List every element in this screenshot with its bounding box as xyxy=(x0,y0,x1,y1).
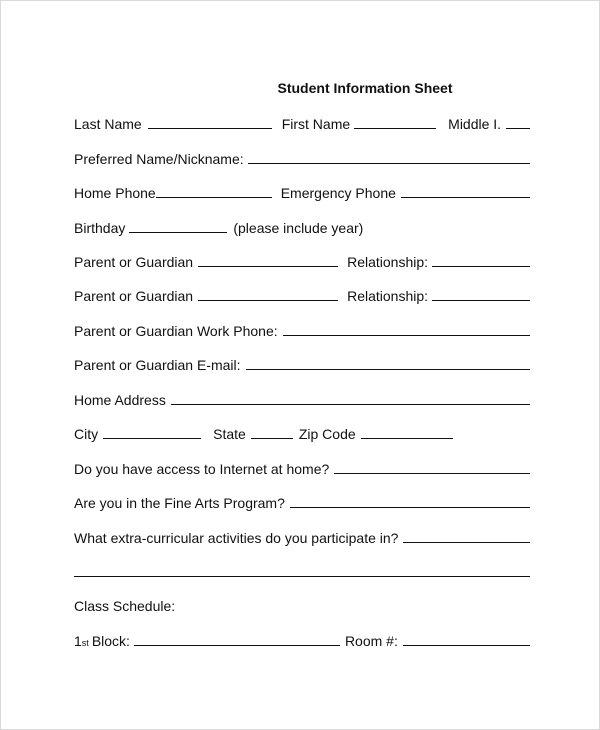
emergency-phone-label: Emergency Phone xyxy=(280,185,396,201)
first-name-field[interactable] xyxy=(354,115,436,129)
first-name-label: First Name xyxy=(281,116,351,132)
zip-field[interactable] xyxy=(361,425,453,439)
birthday-row xyxy=(74,219,530,237)
home-phone-label: Home Phone xyxy=(74,185,156,201)
last-name-label: Last Name xyxy=(74,116,142,132)
city-label: City xyxy=(74,426,99,442)
guardian-work-phone-row xyxy=(74,322,530,340)
zip-label: Zip Code xyxy=(298,426,356,442)
phone-row xyxy=(74,184,530,202)
preferred-name-row xyxy=(74,150,530,168)
city-field[interactable] xyxy=(103,425,201,439)
block-label: Block: xyxy=(91,633,130,649)
activities-continuation-field[interactable] xyxy=(74,563,530,577)
middle-initial-field[interactable] xyxy=(506,115,530,129)
fine-arts-question: Are you in the Fine Arts Program? xyxy=(74,495,285,511)
activities-row xyxy=(74,529,530,547)
home-address-field[interactable] xyxy=(171,391,530,405)
guardian-work-phone-field[interactable] xyxy=(283,322,530,336)
fine-arts-field[interactable] xyxy=(290,494,530,508)
relationship-1-field[interactable] xyxy=(432,253,530,267)
guardian-email-label: Parent or Guardian E-mail: xyxy=(74,357,241,373)
internet-question: Do you have access to Internet at home? xyxy=(74,461,330,477)
form-title: Student Information Sheet xyxy=(277,80,453,96)
block-row: 1 st Block: Room #: xyxy=(74,632,530,650)
home-address-row xyxy=(74,391,530,409)
preferred-name-field[interactable] xyxy=(248,150,530,164)
guardian-row-2 xyxy=(74,287,530,305)
activities-field[interactable] xyxy=(403,529,530,543)
guardian-2-field[interactable] xyxy=(198,287,338,301)
room-field[interactable] xyxy=(403,632,530,646)
relationship-2-field[interactable] xyxy=(432,287,530,301)
class-schedule-row xyxy=(74,598,530,616)
relationship-1-label: Relationship: xyxy=(347,254,429,270)
birthday-field[interactable] xyxy=(129,219,227,233)
room-label: Room #: xyxy=(344,633,398,649)
activities-question: What extra-curricular activities do you participate in? xyxy=(74,530,399,546)
home-address-label: Home Address xyxy=(74,392,166,408)
internet-field[interactable] xyxy=(334,460,530,474)
guardian-row-1 xyxy=(74,253,530,271)
middle-initial-label: Middle I. xyxy=(448,116,502,132)
guardian-email-field[interactable] xyxy=(246,356,530,370)
state-field[interactable] xyxy=(251,425,293,439)
birthday-note: (please include year) xyxy=(233,220,364,236)
guardian-work-phone-label: Parent or Guardian Work Phone: xyxy=(74,323,278,339)
block-number: 1 xyxy=(74,633,82,649)
class-schedule-label: Class Schedule: xyxy=(74,598,176,614)
emergency-phone-field[interactable] xyxy=(401,184,530,198)
block-field[interactable] xyxy=(134,632,340,646)
name-row xyxy=(74,115,530,133)
birthday-label: Birthday xyxy=(74,220,126,236)
home-phone-field[interactable] xyxy=(156,184,272,198)
guardian-email-row xyxy=(74,356,530,374)
guardian-1-field[interactable] xyxy=(198,253,338,267)
relationship-2-label: Relationship: xyxy=(347,288,429,304)
guardian-2-label: Parent or Guardian xyxy=(74,288,194,304)
last-name-field[interactable] xyxy=(148,115,272,129)
internet-row xyxy=(74,460,530,478)
preferred-name-label: Preferred Name/Nickname: xyxy=(74,151,244,167)
state-label: State xyxy=(213,426,246,442)
city-state-zip-row xyxy=(74,425,530,443)
guardian-1-label: Parent or Guardian xyxy=(74,254,194,270)
fine-arts-row xyxy=(74,494,530,512)
activities-continuation-row xyxy=(74,563,530,581)
